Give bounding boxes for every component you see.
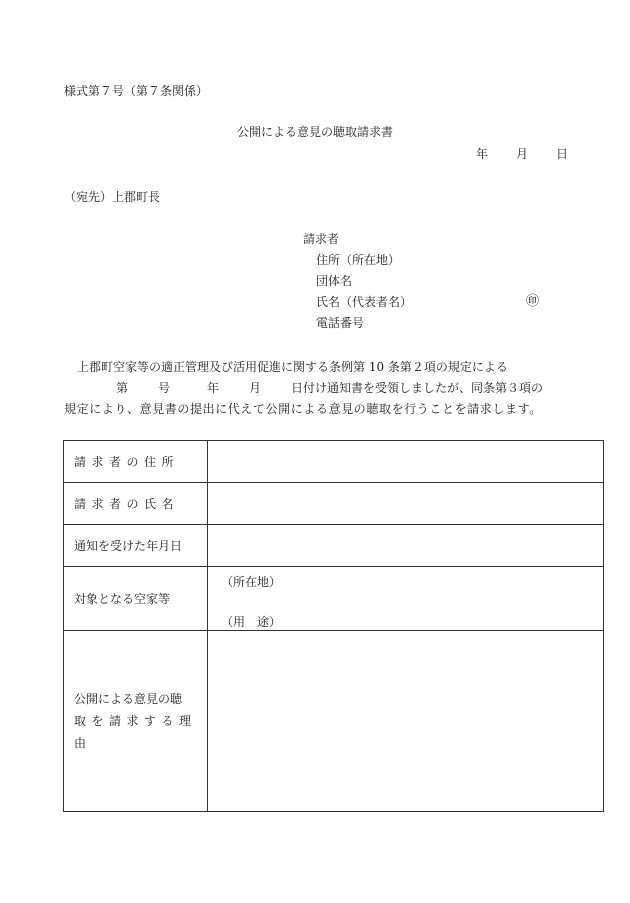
requester-phone-label: 電話番号 — [316, 316, 365, 330]
row-label-address: 請求者の住所 — [64, 441, 208, 483]
body-line-2-rest: 日付け通知書を受領しましたが、同条第３項の — [291, 381, 544, 395]
addressee: （宛先）上郡町長 — [64, 190, 161, 204]
table-row-notice-date — [64, 525, 604, 567]
form-number-label: 様式第７号（第７条関係） — [64, 84, 209, 98]
table-row-target-property — [64, 567, 604, 631]
usage-sublabel: （用 途） — [221, 615, 282, 629]
reason-value-field[interactable] — [208, 631, 604, 812]
table-row-reason — [64, 631, 604, 812]
table-row-address — [64, 441, 604, 483]
date-month-label: 月 — [516, 147, 529, 161]
row-label-name: 請求者の氏名 — [64, 483, 208, 525]
target-property-value-field[interactable] — [208, 567, 604, 631]
body-go-label: 号 — [158, 381, 171, 395]
location-sublabel: （所在地） — [221, 575, 282, 589]
table-row-name — [64, 483, 604, 525]
requester-heading: 請求者 — [303, 232, 340, 246]
body-line-1: 上郡町空家等の適正管理及び活用促進に関する条例第 10 条第２項の規定による — [77, 360, 508, 374]
notice-date-value-field[interactable] — [208, 525, 604, 567]
date-day-label: 日 — [556, 147, 569, 161]
body-month-label: 月 — [249, 381, 262, 395]
request-table — [63, 440, 604, 812]
body-line-3: 規定により、意見書の提出に代えて公開による意見の聴取を行うことを請求します。 — [64, 402, 542, 416]
requester-address-label: 住所（所在地） — [316, 253, 401, 267]
requester-name-label: 氏名（代表者名） — [316, 295, 413, 309]
row-label-notice-date: 通知を受けた年月日 — [64, 525, 208, 567]
address-value-field[interactable] — [208, 441, 604, 483]
requester-group-label: 団体名 — [316, 274, 353, 288]
seal-mark: ㊞ — [526, 294, 540, 309]
document-title: 公開による意見の聴取請求書 — [236, 125, 393, 139]
body-year-label: 年 — [207, 381, 220, 395]
row-label-target-property: 対象となる空家等 — [64, 567, 208, 631]
date-year-label: 年 — [476, 147, 489, 161]
body-no-label: 第 — [116, 381, 129, 395]
row-label-reason: 公開による意見の聴 取を請求する理由 — [64, 631, 208, 812]
name-value-field[interactable] — [208, 483, 604, 525]
